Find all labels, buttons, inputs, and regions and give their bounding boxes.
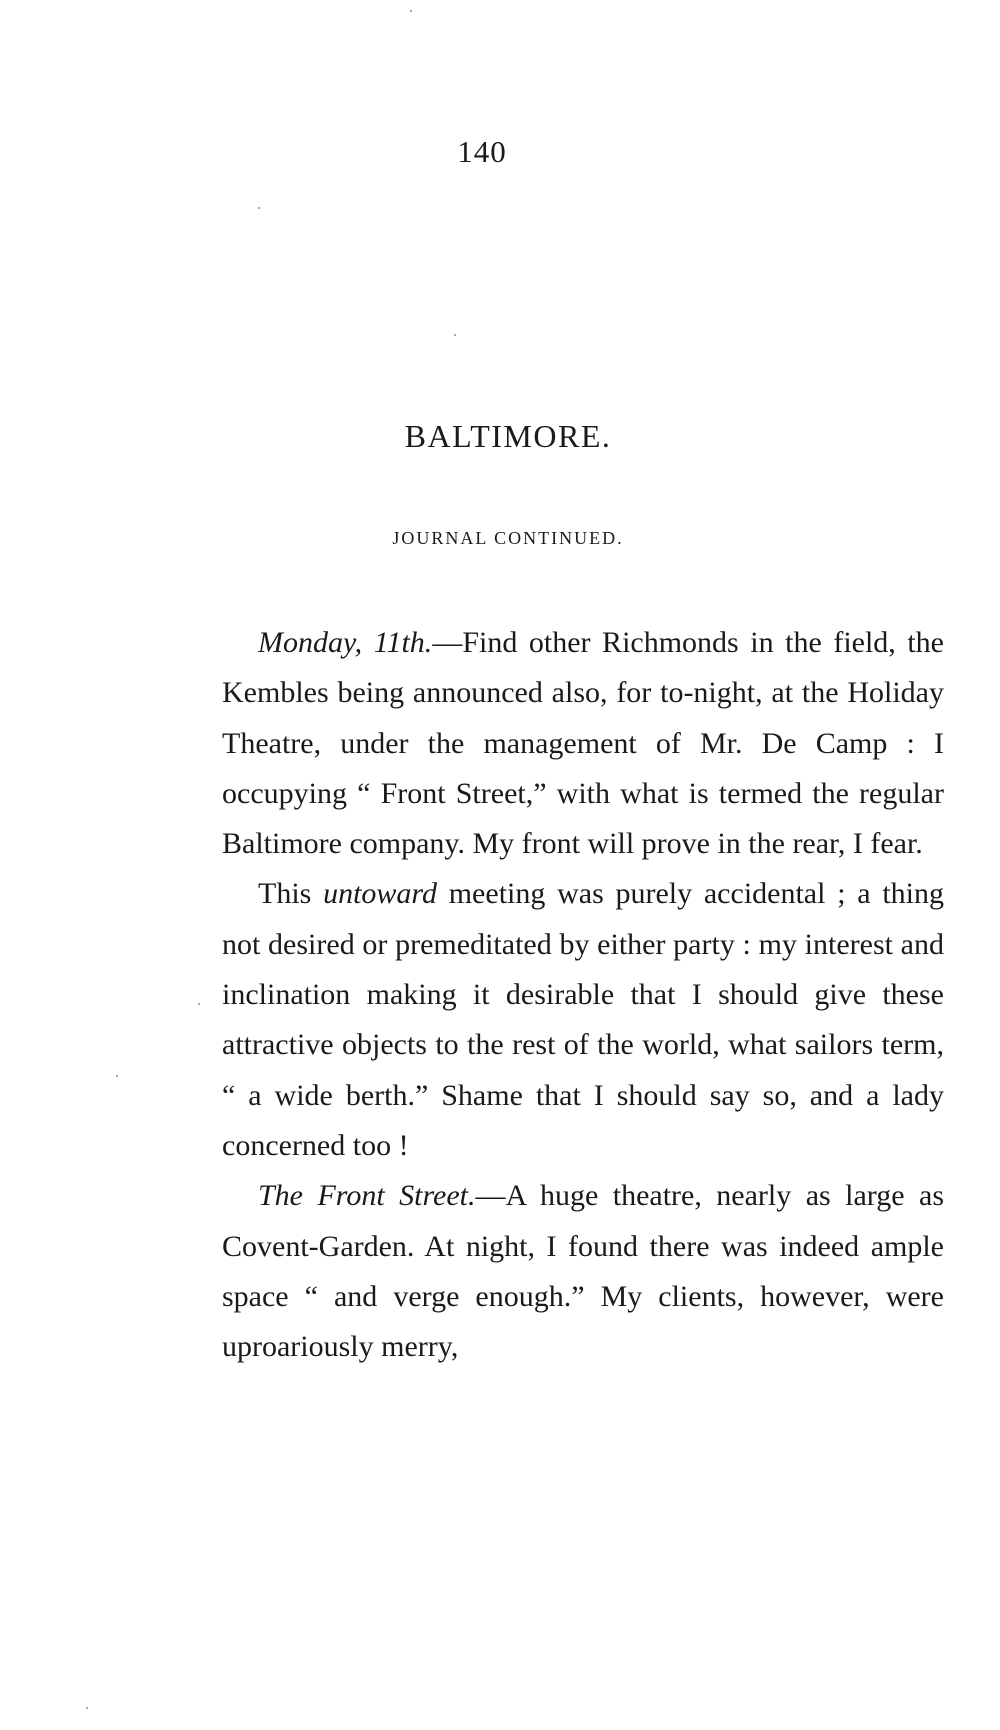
paragraph-text: —Find other Richmonds in the field, the Kembles being announced also, for to-night, at the Holiday Theatre, under the management of Mr. De Camp : I occupying “ Front Street,” with what is termed the regular Baltimore company. My front will prove in the rear, I fear. — [222, 626, 944, 861]
paragraph-front-street — [222, 1171, 944, 1372]
paragraph-inline-italic: untoward — [323, 877, 437, 911]
paragraph-lead-italic: Monday, 11th. — [258, 626, 433, 659]
body-text — [222, 618, 944, 1372]
paragraph-untoward — [222, 869, 944, 1171]
page-number: 140 — [457, 134, 507, 169]
paper-speck — [198, 1003, 200, 1005]
paper-speck — [454, 334, 456, 336]
paragraph-text: meeting was purely accidental ; a thing not desired or premeditated by either party : my interest and inclination making it desirable that I should give these attractive objects to the rest of the world, what sailors term, “ a wide berth.” Shame that I should say so, and a lady concerned too ! — [222, 877, 944, 1162]
paragraph-text: —A huge theatre, nearly as large as Covent-Garden. At night, I found there was indeed ample space “ and verge enough.” My clients, however, were uproariously merry, — [222, 1179, 944, 1364]
paragraph-lead-italic: The Front Street. — [258, 1179, 476, 1213]
paper-speck — [86, 1707, 88, 1709]
chapter-title: BALTIMORE. — [404, 418, 612, 454]
paper-speck — [258, 207, 260, 209]
paragraph-prefix: This — [258, 877, 324, 911]
paper-speck — [410, 10, 412, 12]
paragraph-monday — [222, 618, 944, 869]
section-subheading: JOURNAL CONTINUED. — [392, 528, 624, 548]
paper-speck — [116, 1075, 118, 1077]
